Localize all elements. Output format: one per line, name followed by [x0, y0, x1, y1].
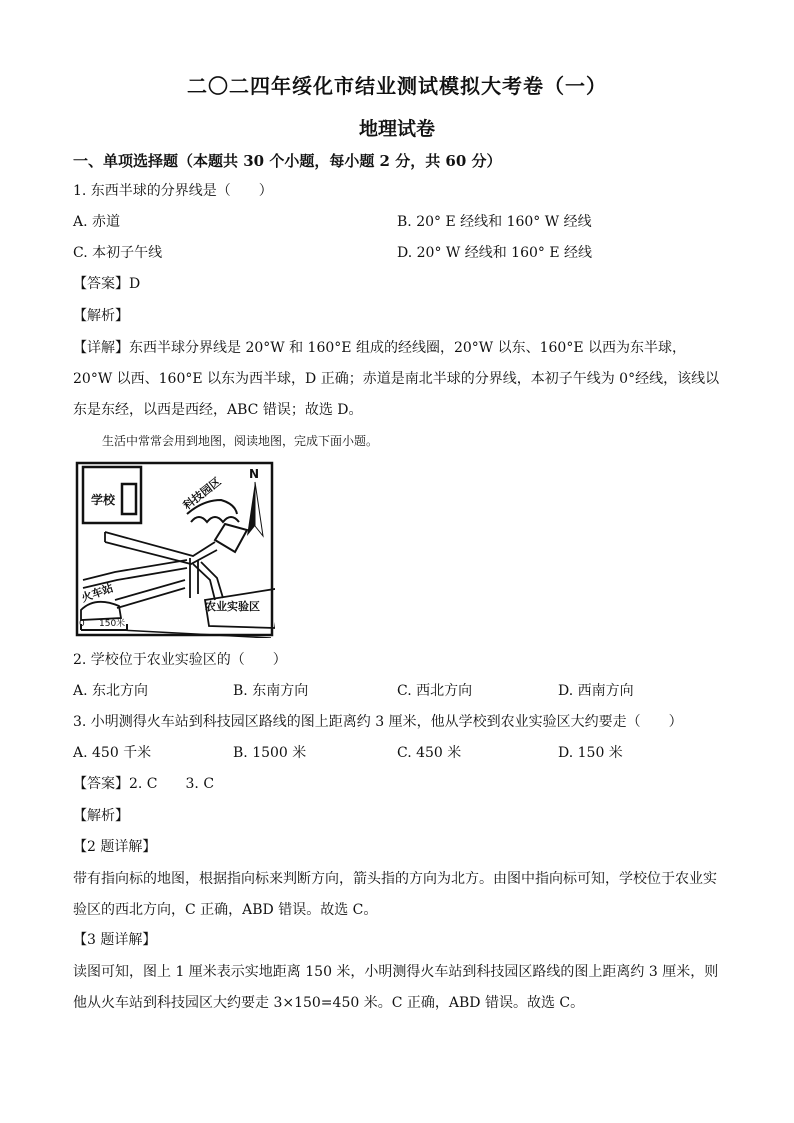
q3-stem: 3. 小明测得火车站到科技园区路线的图上距离约 3 厘米，他从学校到农业实验区大约要走（ ） — [73, 714, 683, 730]
answer-value: D — [129, 276, 141, 292]
material-intro: 生活中常常会用到地图，阅读地图，完成下面小题。 — [102, 434, 379, 448]
map-label-school: 学校 — [91, 493, 116, 507]
map-label-station: 火车站 — [79, 581, 116, 605]
q3-detail: 读图可知，图上 1 厘米表示实地距离 150 米，小明测得火车站到科技园区路线的图上距离约 3 厘米，则他从火车站到科技园区大约要走 3×150=450 米。C 正确，ABD 错误。故选 C。 — [73, 964, 719, 1011]
q1-stem: 1. 东西半球的分界线是（ ） — [73, 183, 273, 199]
q2-detail-label: 【2 题详解】 — [73, 839, 157, 855]
q3-option-d: D. 150 米 — [558, 745, 623, 761]
scale-zero: 0 — [79, 619, 85, 629]
answer-value: 2. C 3. C — [129, 776, 215, 792]
map-label-tech-park: 科技园区 — [180, 475, 224, 513]
q23-analysis-label: 【解析】 — [73, 808, 129, 824]
q3-detail-label: 【3 题详解】 — [73, 932, 157, 948]
map-figure — [75, 460, 275, 638]
q3-option-c: C. 450 米 — [397, 745, 462, 761]
map-label-north: N — [249, 467, 260, 481]
q2-stem: 2. 学校位于农业实验区的（ ） — [73, 652, 287, 668]
detail-text: 东西半球分界线是 20°W 和 160°E 组成的经线圈，20°W 以东、160°E 以西为东半球，20°W 以西、160°E 以东为西半球，D 正确；赤道是南北半球的分界线，本初子午线为 0°经线，该线以东是东经，以西是西经，ABC 错误；故选 D。 — [73, 340, 720, 418]
q3-option-a: A. 450 千米 — [73, 745, 152, 761]
q2-detail: 带有指向标的地图，根据指向标来判断方向，箭头指的方向为北方。由图中指向标可知，学校位于农业实验区的西北方向，C 正确，ABD 错误。故选 C。 — [73, 871, 717, 918]
detail-label: 【详解】 — [73, 340, 129, 356]
q1-detail — [73, 333, 723, 426]
q2-option-a: A. 东北方向 — [73, 683, 149, 699]
q1-option-d: D. 20° W 经线和 160° E 经线 — [397, 245, 593, 261]
q2-option-b: B. 东南方向 — [233, 683, 309, 699]
section-heading: 一、单项选择题（本题共 30 个小题，每小题 2 分，共 60 分） — [73, 152, 502, 170]
q1-answer — [73, 274, 140, 294]
q2-option-d: D. 西南方向 — [558, 683, 634, 699]
q1-analysis-label: 【解析】 — [73, 308, 129, 324]
map-label-agri-zone: 农业实验区 — [205, 600, 260, 613]
q1-option-b: B. 20° E 经线和 160° W 经线 — [397, 214, 592, 230]
q1-option-c: C. 本初子午线 — [73, 245, 163, 261]
q23-answer — [73, 774, 214, 794]
q2-option-c: C. 西北方向 — [397, 683, 473, 699]
answer-label: 【答案】 — [73, 276, 129, 292]
q1-option-a: A. 赤道 — [73, 214, 121, 230]
answer-label: 【答案】 — [73, 776, 129, 792]
q3-option-b: B. 1500 米 — [233, 745, 307, 761]
scale-value: 150米 — [99, 619, 126, 629]
exam-subtitle: 地理试卷 — [358, 118, 435, 140]
exam-title: 二〇二四年绥化市结业测试模拟大考卷（一） — [187, 74, 607, 98]
